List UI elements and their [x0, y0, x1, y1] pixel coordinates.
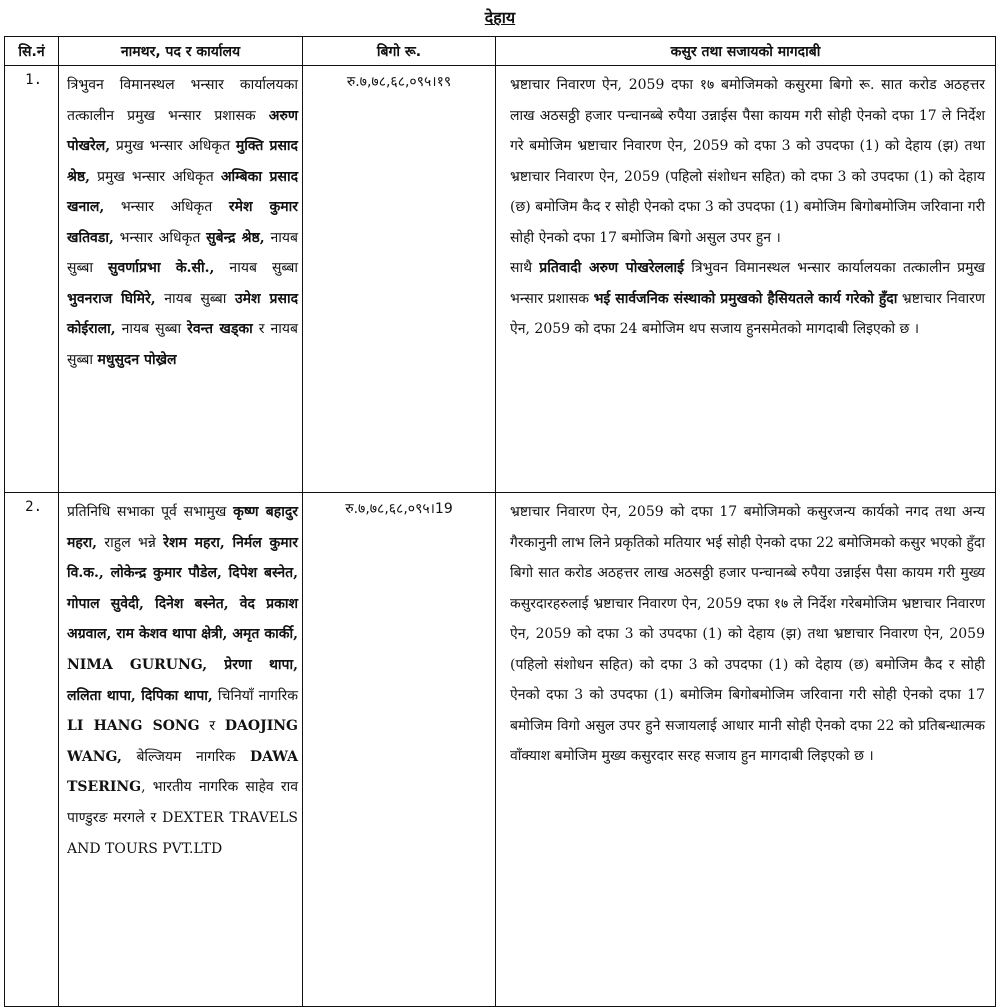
name-text: भन्सार अधिकृत	[104, 199, 229, 215]
page-heading: देहाय	[484, 8, 516, 27]
name-text: रेवन्त खड्का	[187, 321, 253, 337]
embezzled-amount: रु.७,७८,६८,०९५।१९	[303, 66, 496, 493]
table-header-row	[5, 37, 996, 66]
accused-table	[4, 36, 996, 1007]
name-text: सुवर्णाप्रभा के.सी.,	[108, 260, 215, 276]
name-text: DAOJING WANG,	[67, 718, 298, 765]
name-text: भुवनराज घिमिरे,	[67, 290, 156, 307]
charge-text	[496, 66, 996, 493]
name-text: अरुण पोखरेल,	[67, 107, 298, 154]
header-sn: सि.नं	[5, 37, 59, 66]
name-text: रेशम महरा, निर्मल कुमार वि.क., लोकेन्द्र कुमार पौडेल, दिपेश बस्नेत, गोपाल सुवेदी, दिनेश बस्नेत, वेद प्रकाश अग्रवाल, राम केशव थापा क्षेत्री, अमृत कार्की, NIMA GURUNG, प्रेरणा थापा, ललिता थापा, दिपिका थापा,	[67, 534, 298, 704]
header-name: नामथर, पद र कार्यालय	[59, 37, 303, 66]
name-text: नायब सुब्बा	[155, 290, 235, 307]
table-row	[5, 493, 996, 1007]
name-text: चिनियाँ नागरिक	[212, 687, 298, 704]
charge-text-run: भ्रष्टाचार निवारण ऐन, 2059 को दफा 17 बमोजिमको कसुरजन्य कार्यको नगद तथा अन्य गैरकानुनी लाभ लिने प्रकृतिको मतियार भई सोही ऐनको दफा 22 बमोजिमको कसुर भएको हुँदा बिगो सात करोड अठहत्तर लाख अठसठ्ठी हजार पन्चानब्बे रुपैया उन्नाईस पैसा कायम गरी मुख्य कसुरदारहरुलाई भ्रष्टाचार निवारण ऐन, 2059 दफा १७ ले निर्देश गरेबमोजिम भ्रष्टाचार निवारण ऐन, 2059 को दफा 3 को उपदफा (1) को देहाय (झ) तथा भ्रष्टाचार निवारण ऐन, 2059 (पहिलो संशोधन सहित) को दफा 3 को उपदफा (1) को देहाय (छ) बमोजिम कैद र सोही ऐनको दफा 3 को उपदफा (1) बमोजिम बिगोबमोजिम जरिवाना गरी सोही ऐनको दफा 17 बमोजिम विगो असुल उपर हुने सजायलाई आधार मानी सोही ऐनको दफा 22 को प्रतिबन्धात्मक वाँक्याश बमोजिम मुख्य कसुरदार सरह सजाय हुन मागदाबी लिइएको छ ।	[510, 504, 985, 764]
name-text: र नायब सुब्बा	[67, 321, 298, 368]
name-text: नायब सुब्बा	[67, 229, 298, 276]
name-text: , भारतीय नागरिक साहेव राव पाण्डुरङ मरगले र DEXTER TRAVELS AND TOURS PVT.LTD	[67, 779, 298, 857]
name-text: प्रमुख भन्सार अधिकृत	[90, 168, 221, 185]
header-amount: बिगो रू.	[303, 37, 496, 66]
name-text: बेल्जियम नागरिक	[121, 748, 250, 765]
embezzled-amount: रु.७,७८,६८,०९५।19	[303, 493, 496, 1007]
name-text: नायब सुब्बा	[214, 260, 298, 276]
header-charge: कसुर तथा सजायको मागदाबी	[496, 37, 996, 66]
name-text: अम्बिका प्रसाद खनाल,	[67, 168, 299, 215]
name-text: सुबेन्द्र श्रेष्ठ,	[206, 229, 265, 246]
charge-text-run: प्रतिवादी अरुण पोखरेललाई	[539, 260, 685, 276]
name-text: त्रिभुवन विमानस्थल भन्सार कार्यालयका तत्कालीन प्रमुख भन्सार प्रशासक	[67, 77, 298, 124]
name-text: मधुसुदन पोख्रेल	[97, 351, 177, 368]
charge-text-run: भ्रष्टाचार निवारण ऐन, 2059 दफा १७ बमोजिमको कसुरमा बिगो रू. सात करोड अठहत्तर लाख अठसठ्ठी हजार पन्चानब्बे रुपैया उन्नाईस पैसा कायम गरी सोही ऐनको दफा 17 ले निर्देश गरे बमोजिम भ्रष्टाचार निवारण ऐन, 2059 को दफा 3 को उपदफा (1) को देहाय (झ) तथा भ्रष्टाचार निवारण ऐन, 2059 (पहिलो संशोधन सहित) को दफा 3 को उपदफा (1) को देहाय (छ) बमोजिम कैद र सोही ऐनको दफा 3 को उपदफा (1) बमोजिम बिगोबमोजिम जरिवाना गरी सोही ऐनको दफा 17 बमोजिम बिगो असुल उपर हुन ।	[510, 77, 985, 246]
serial-number: 1.	[5, 66, 59, 493]
name-text: राहुल भन्ने	[97, 534, 164, 551]
name-text: उमेश प्रसाद कोईराला,	[67, 290, 298, 337]
charge-text	[496, 493, 996, 1007]
name-text: नायब सुब्बा	[115, 321, 188, 337]
charge-text-run: त्रिभुवन विमानस्थल भन्सार कार्यालयका तत्कालीन प्रमुख भन्सार प्रशासक	[510, 260, 985, 307]
name-text: मुक्ति प्रसाद श्रेष्ठ,	[67, 138, 298, 185]
name-text: भन्सार अधिकृत	[113, 229, 207, 246]
name-text: DAWA TSERING	[67, 748, 298, 796]
name-text: र	[199, 718, 225, 735]
name-text: रमेश कुमार खतिवडा,	[67, 199, 298, 246]
name-text: कृष्ण बहादुर महरा,	[67, 504, 298, 551]
name-text: LI HANG SONG	[67, 718, 200, 735]
charge-paragraph	[510, 70, 985, 253]
table-row	[5, 66, 996, 493]
charge-paragraph	[510, 497, 985, 772]
charge-paragraph	[510, 253, 985, 345]
serial-number: 2.	[5, 493, 59, 1007]
charge-text-run: भ्रष्टाचार निवारण ऐन, 2059 को दफा 24 बमोजिम थप सजाय हुनसमेतको मागदाबी लिइएको छ ।	[510, 290, 985, 337]
name-text: प्रतिनिधि सभाका पूर्व सभामुख	[67, 504, 234, 520]
name-text: प्रमुख भन्सार अधिकृत	[110, 138, 236, 154]
accused-names	[59, 66, 303, 493]
accused-names	[59, 493, 303, 1007]
charge-text-run: साथै	[510, 260, 540, 276]
charge-text-run: भई सार्वजनिक संस्थाको प्रमुखको हैसियतले कार्य गरेको हुँदा	[593, 290, 898, 307]
